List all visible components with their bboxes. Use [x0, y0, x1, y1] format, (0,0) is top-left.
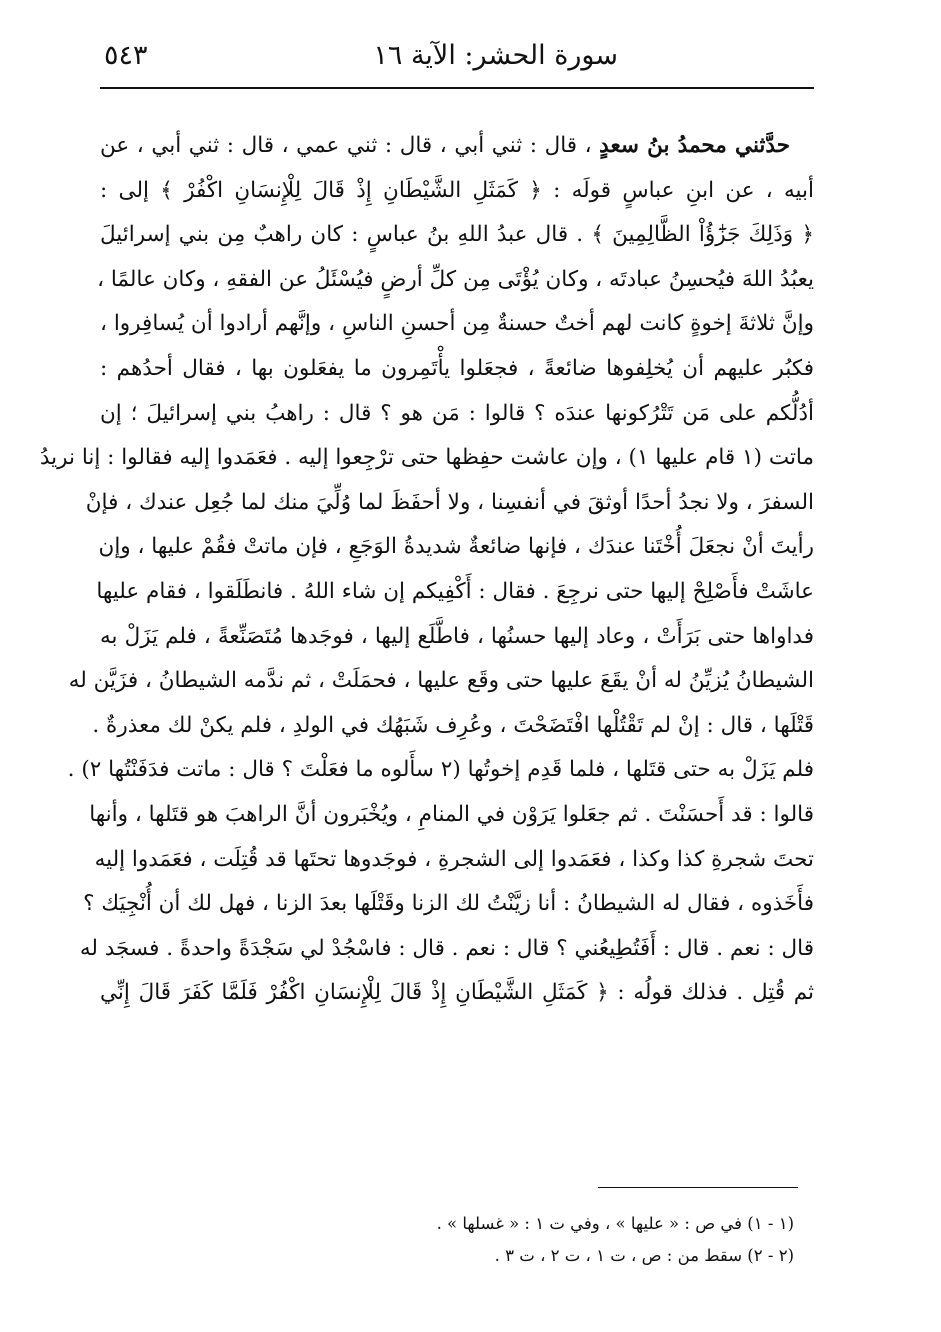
text-line: رأيتَ أنْ نجعَلَ أُخْتَنا عندَك ، فإنها ضائعةٌ شديدةُ الوَجَعِ ، فإن ماتتْ فقُمْ عليها ، وإن: [98, 534, 814, 560]
text-line: أبيه ، عن ابنِ عباسٍ قولَه : ﴿ كَمَثَلِ الشَّيْطَانِ إِذْ قَالَ لِلْإِنسَانِ اكْفُرْ ﴾ إلى :: [100, 177, 814, 203]
text-line: قال : نعم . قال : أَفَتُطِيعُني ؟ قال : نعم . قال : فاسْجُدْ لي سَجْدَةً واحدةً . فسجَد له: [79, 935, 814, 961]
page-number: ٥٤٣: [104, 40, 148, 71]
footnote-rule: [598, 1187, 798, 1188]
text-line: ﴿ وَذَلِكَ جَزَٰٓؤُاْ الظَّالِمِينَ ﴾ . قال عبدُ اللهِ بنُ عباسٍ : كان راهبٌ مِن بني إسرائيلَ: [100, 222, 814, 248]
text-line: حدَّثني محمدُ بنُ سعدٍ ، قال : ثني أبي ، قال : ثني عمي ، قال : ثني أبي ، عن: [100, 133, 790, 158]
text-line: وإنَّ ثلاثةَ إخوةٍ كانت لهم أختٌ حسنةٌ مِن أحسنِ الناسِ ، وإنَّهم أرادوا أن يُسافِروا ،: [100, 311, 814, 337]
text-line: تحتَ شجرةِ كذا وكذا ، فعَمَدوا إلى الشجرةِ ، فوجَدوها تحتَها قد قُتِلَت ، فعَمَدوا إليه: [94, 846, 814, 872]
footnotes: [100, 1208, 814, 1272]
footnote: (١ - ١) في ص : « عليها » ، وفي ت ١ : « غسلها » .: [436, 1214, 794, 1233]
isnad-lead: حدَّثني محمدُ بنُ سعدٍ: [599, 133, 790, 158]
text-line: الشيطانُ يُزيِّنُ له أنْ يقَعَ عليها حتى وقَع عليها ، فحمَلَتْ ، ثم ندَّمه الشيطانُ ، فزَيَّن له: [68, 668, 814, 694]
text-line: ماتت (١ قام عليها ١) ، وإن عاشت حفِظها حتى ترْجِعوا إليه . فعَمَدوا إليه فقالوا : إنا نريدُ: [39, 445, 814, 471]
running-title: سورة الحشر: الآية ١٦: [373, 40, 618, 71]
text-line: فلم يَزَلْ به حتى قتَلها ، فلما قَدِم إخوتُها (٢ سأَلوه ما فعَلْتَ ؟ قال : ماتت فدَفَنْتُها ٢) .: [67, 757, 814, 783]
text-line: فأَخَذوه ، فقال له الشيطانُ : أنا زيَّنْتُ لك الزنا وقَتْلَها بعدَ الزنا ، فهل لك أن أُنْجِيَك ؟: [83, 891, 814, 917]
text-line: ثم قُتِل . فذلك قولُه : ﴿ كَمَثَلِ الشَّيْطَانِ إِذْ قَالَ لِلْإِنسَانِ اكْفُرْ فَلَمَّا كَفَرَ قَالَ إِنِّي: [100, 980, 814, 1006]
text-line: قَتْلَها ، قال : إنْ لم تَقْتُلْها افْتَضَحْتَ ، وعُرِف شَبَهُك في الولدِ ، فلم يكنْ لك معذرةٌ .: [92, 712, 814, 738]
text-line: فداواها حتى بَرَأَتْ ، وعاد إليها حسنُها ، فاطَّلَع إليها ، فوجَدها مُتَصَنِّعةً ، فلم يَزَلْ به: [100, 623, 814, 649]
text-line: فكبُر عليهم أن يُخلِفوها ضائعةً ، فجعَلوا يأْتَمِرون ما يفعَلون بها ، فقال أحدُهم :: [100, 355, 814, 381]
text-line: عاشَتْ فأَصْلِحْ إليها حتى نرجِعَ . فقال : أَكْفِيكم إن شاء اللهُ . فانطَلَقوا ، فقام عليها: [96, 578, 814, 604]
header-rule: [100, 87, 814, 89]
main-text: [39, 124, 814, 1016]
text-line: أدُلُّكم على مَن تَتْرُكونها عندَه ؟ قالوا : مَن هو ؟ قال : راهبُ بني إسرائيلَ ؛ إن: [100, 400, 814, 426]
footnote: (٢ - ٢) سقط من : ص ، ت ١ ، ت ٢ ، ت ٣ .: [494, 1246, 794, 1265]
text-line: السفرَ ، ولا نجدُ أحدًا أوثقَ في أنفسِنا ، ولا أحفَظَ لما وُلِّيَ منك لما جُعِل عندك ، فإنْ: [85, 489, 814, 515]
text-line: يعبُدُ اللهَ فيُحسِنُ عبادتَه ، وكان يُؤْتَى مِن كلِّ أرضٍ فيُسْئَلُ عن الفقهِ ، وكان عالمًا ،: [97, 266, 814, 292]
page-header: [100, 40, 814, 86]
text-line: قالوا : قد أَحسَنْتَ . ثم جعَلوا يَرَوْن في المنامِ ، ويُخْبَرون أنَّ الراهبَ هو قتَلها ، وأنها: [89, 801, 814, 827]
